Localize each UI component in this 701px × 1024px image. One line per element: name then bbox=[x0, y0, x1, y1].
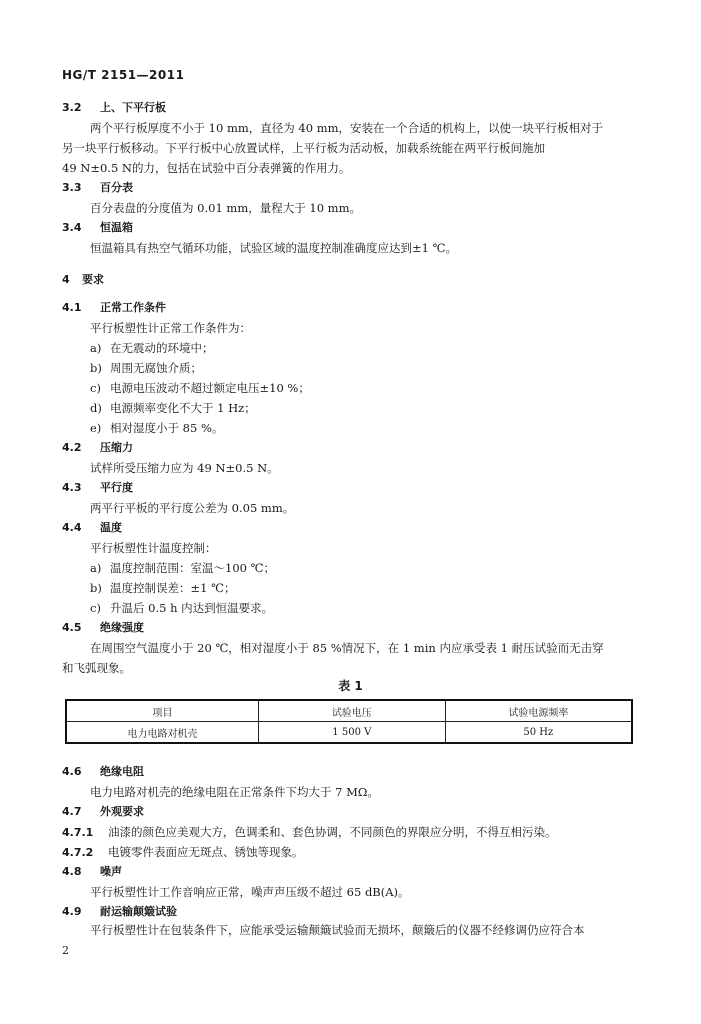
list-item: a) 在无震动的环境中； bbox=[90, 341, 214, 355]
section-3-2-line-3: 49 N±0.5 N的力，包括在试验中百分表弹簧的作用力。 bbox=[62, 161, 351, 175]
section-3-4-heading: 3.4 恒温箱 bbox=[62, 221, 133, 234]
section-4-heading: 4 要求 bbox=[62, 273, 104, 286]
section-4-5-line-1: 在周围空气温度小于 20 ℃，相对湿度小于 85 %情况下，在 1 min 内应承受表 1 耐压试验而无击穿 bbox=[90, 641, 604, 655]
table-cell: 电力电路对机壳 bbox=[66, 722, 258, 744]
table-header-row bbox=[66, 700, 632, 722]
section-3-3-text: 百分表盘的分度值为 0.01 mm，量程大于 10 mm。 bbox=[90, 201, 361, 215]
list-item: b) 温度控制误差：±1 ℃； bbox=[90, 581, 236, 595]
section-4-4-intro: 平行板塑性计温度控制： bbox=[90, 541, 217, 555]
list-item: c) 升温后 0.5 h 内达到恒温要求。 bbox=[90, 601, 274, 615]
section-3-2-heading: 3.2 上、下平行板 bbox=[62, 101, 166, 114]
list-item: c) 电源电压波动不超过额定电压±10 %； bbox=[90, 381, 310, 395]
standard-number: HG/T 2151—2011 bbox=[62, 68, 185, 82]
section-4-8-text: 平行板塑性计工作音响应正常，噪声声压级不超过 65 dB(A)。 bbox=[90, 885, 410, 899]
table-header-cell: 试验电源频率 bbox=[445, 700, 632, 722]
section-4-7-1: 4.7.1 油漆的颜色应美观大方，色调柔和、套色协调，不同颜色的界限应分明，不得互相污染。 bbox=[62, 825, 557, 839]
section-4-7-heading: 4.7 外观要求 bbox=[62, 805, 144, 818]
section-4-9-heading: 4.9 耐运输颠簸试验 bbox=[62, 905, 177, 918]
section-4-6-heading: 4.6 绝缘电阻 bbox=[62, 765, 144, 778]
list-item: a) 温度控制范围：室温～100 ℃； bbox=[90, 561, 275, 575]
table-1 bbox=[65, 699, 633, 744]
table-row bbox=[66, 722, 632, 744]
section-4-1-intro: 平行板塑性计正常工作条件为： bbox=[90, 321, 251, 335]
table-cell: 50 Hz bbox=[445, 722, 632, 744]
section-3-2-line-1: 两个平行板厚度不小于 10 mm，直径为 40 mm，安装在一个合适的机构上，以使一块平行板相对于 bbox=[90, 121, 604, 135]
table-header-cell: 项目 bbox=[66, 700, 258, 722]
section-4-1-heading: 4.1 正常工作条件 bbox=[62, 301, 166, 314]
section-3-4-text: 恒温箱具有热空气循环功能，试验区域的温度控制准确度应达到±1 ℃。 bbox=[90, 241, 457, 255]
section-4-4-heading: 4.4 温度 bbox=[62, 521, 122, 534]
table-1-caption: 表 1 bbox=[338, 679, 363, 693]
table-header-cell: 试验电压 bbox=[258, 700, 445, 722]
page-number: 2 bbox=[62, 944, 69, 957]
section-4-8-heading: 4.8 噪声 bbox=[62, 865, 122, 878]
section-4-7-2: 4.7.2 电镀零件表面应无斑点、锈蚀等现象。 bbox=[62, 845, 304, 859]
section-4-5-heading: 4.5 绝缘强度 bbox=[62, 621, 144, 634]
list-item: e) 相对湿度小于 85 %。 bbox=[90, 421, 224, 435]
section-4-5-line-2: 和飞弧现象。 bbox=[62, 661, 131, 675]
list-item: b) 周围无腐蚀介质； bbox=[90, 361, 202, 375]
section-4-2-heading: 4.2 压缩力 bbox=[62, 441, 133, 454]
section-4-6-text: 电力电路对机壳的绝缘电阻在正常条件下均大于 7 MΩ。 bbox=[90, 785, 379, 799]
table-cell: 1 500 V bbox=[258, 722, 445, 744]
section-3-2-line-2: 另一块平行板移动。下平行板中心放置试样，上平行板为活动板，加载系统能在两平行板间施加 bbox=[62, 141, 545, 155]
section-4-3-text: 两平行平板的平行度公差为 0.05 mm。 bbox=[90, 501, 295, 515]
section-4-9-text: 平行板塑性计在包装条件下，应能承受运输颠簸试验而无损坏，颠簸后的仪器不经修调仍应符合本 bbox=[90, 923, 585, 937]
list-item: d) 电源频率变化不大于 1 Hz； bbox=[90, 401, 256, 415]
section-4-2-text: 试样所受压缩力应为 49 N±0.5 N。 bbox=[90, 461, 279, 475]
section-4-3-heading: 4.3 平行度 bbox=[62, 481, 133, 494]
section-3-3-heading: 3.3 百分表 bbox=[62, 181, 133, 194]
